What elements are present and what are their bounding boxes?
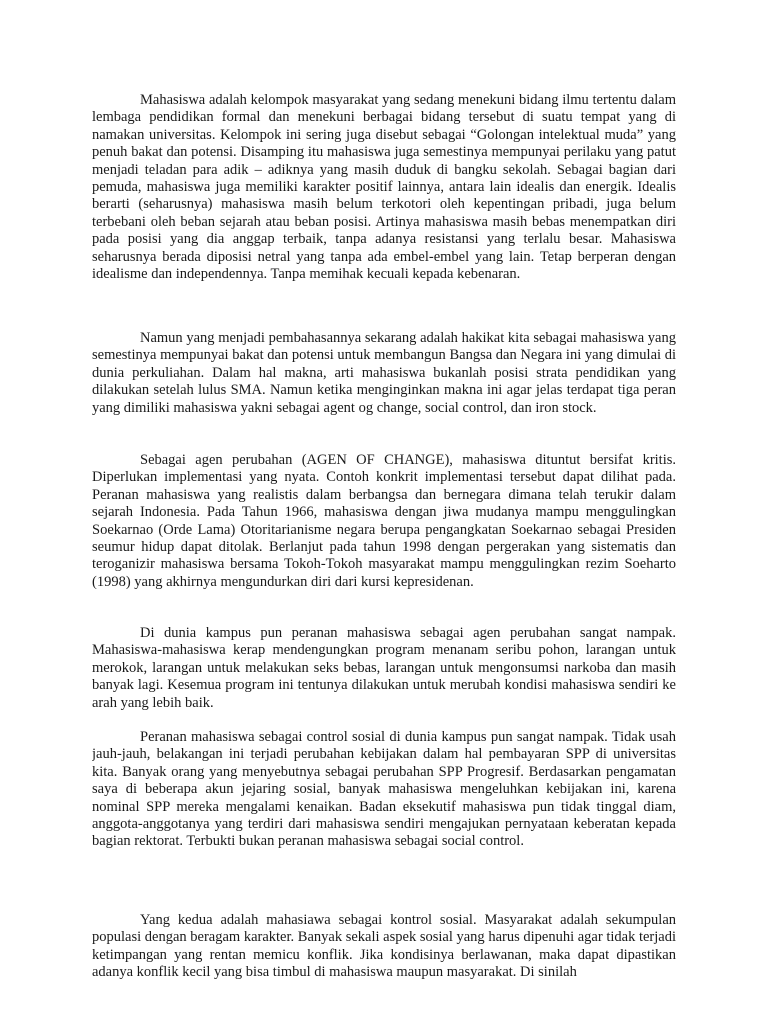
paragraph-hakikat-mahasiswa: Namun yang menjadi pembahasannya sekarang adalah hakikat kita sebagai mahasiswa yang semestinya mempunyai bakat dan potensi untuk membangun Bangsa dan Negara ini yang dimulai di dunia perkuliahan. Dalam hal makna, arti mahasiswa bukanlah posisi strata pendidikan yang dilakukan setelah lulus SMA. Namun ketika menginginkan makna ini agar jelas terdapat tiga peran yang dimiliki mahasiswa yakni sebagai agent og change, social control, dan iron stock. (92, 330, 676, 416)
paragraph-mahasiswa-definition: Mahasiswa adalah kelompok masyarakat yang sedang menekuni bidang ilmu tertentu dalam lembaga pendidikan formal dan menekuni berbagai bidang tersebut di suatu tempat yang di namakan universitas. Kelompok ini sering juga disebut sebagai “Golongan intelektual muda” yang penuh bakat dan potensi. Disamping itu mahasiswa juga semestinya mempunyai perilaku yang patut menjadi teladan para adik – adiknya yang masih duduk di bangku sekolah. Sebagai bagian dari pemuda, mahasiswa juga memiliki karakter positif lainnya, antara lain idealis dan energik. Idealis berarti (seharusnya) mahasiswa masih belum terkotori oleh kepentingan pribadi, juga belum terbebani oleh beban sejarah atau beban posisi. Artinya mahasiswa masih bebas menempatkan diri pada posisi yang dia anggap terbaik, tanpa adanya resistansi yang terlalu besar. Mahasiswa seharusnya berada diposisi netral yang tanpa ada embel-embel yang lain. Tetap berperan dengan idealisme dan independennya. Tanpa memihak kecuali kepada kebenaran. (92, 92, 676, 283)
paragraph-campus-change: Di dunia kampus pun peranan mahasiswa sebagai agen perubahan sangat nampak. Mahasiswa-mahasiswa kerap mendengungkan program menanam seribu pohon, larangan untuk merokok, larangan untuk melakukan seks bebas, larangan untuk mengonsumsi narkoba dan masih banyak lagi. Kesemua program ini tentunya dilakukan untuk merubah kondisi mahasiswa sendiri ke arah yang lebih baik. (92, 625, 676, 711)
document-page (92, 0, 676, 1024)
paragraph-social-control-campus: Peranan mahasiswa sebagai control sosial di dunia kampus pun sangat nampak. Tidak usah jauh-jauh, belakangan ini terjadi perubahan kebijakan dalam hal pembayaran SPP di universitas kita. Banyak orang yang menyebutnya sebagai perubahan SPP Progresif. Berdasarkan pengamatan saya di beberapa akun jejaring sosial, banyak mahasiswa mengeluhkan kebijakan ini, karena nominal SPP mereka mengalami kenaikan. Badan eksekutif mahasiswa pun tidak tinggal diam, anggota-anggotanya yang terdiri dari mahasiswa sendiri mengajukan pernyataan keberatan kepada bagian rektorat. Terbukti bukan peranan mahasiswa sebagai social control. (92, 729, 676, 850)
paragraph-agent-of-change: Sebagai agen perubahan (AGEN OF CHANGE), mahasiswa dituntut bersifat kritis. Diperlukan implementasi yang nyata. Contoh konkrit implementasi tersebut dapat dilihat pada. Peranan mahasiswa yang realistis dalam berbangsa dan bernegara dimana telah terukir dalam sejarah Indonesia. Pada Tahun 1966, mahasiswa dengan jiwa mudanya mampu menggulingkan Soekarnao (Orde Lama) Otoritarianisme negara berupa pengangkatan Soekarnao sebagai Presiden seumur hidup dapat ditolak. Berlanjut pada tahun 1998 dengan pergerakan yang sistematis dan teroganizir mahasiswa bersama Tokoh-Tokoh masyarakat mampu menggulingkan rezim Soeharto (1998) yang akhirnya mengundurkan diri dari kursi kepresidenan. (92, 452, 676, 590)
paragraph-kontrol-sosial: Yang kedua adalah mahasiawa sebagai kontrol sosial. Masyarakat adalah sekumpulan populasi dengan beragam karakter. Banyak sekali aspek sosial yang harus dipenuhi agar tidak terjadi ketimpangan yang rentan memicu konflik. Jika kondisinya berlawanan, maka dapat dipastikan adanya konflik kecil yang bisa timbul di mahasiswa maupun masyarakat. Di sinilah (92, 912, 676, 981)
